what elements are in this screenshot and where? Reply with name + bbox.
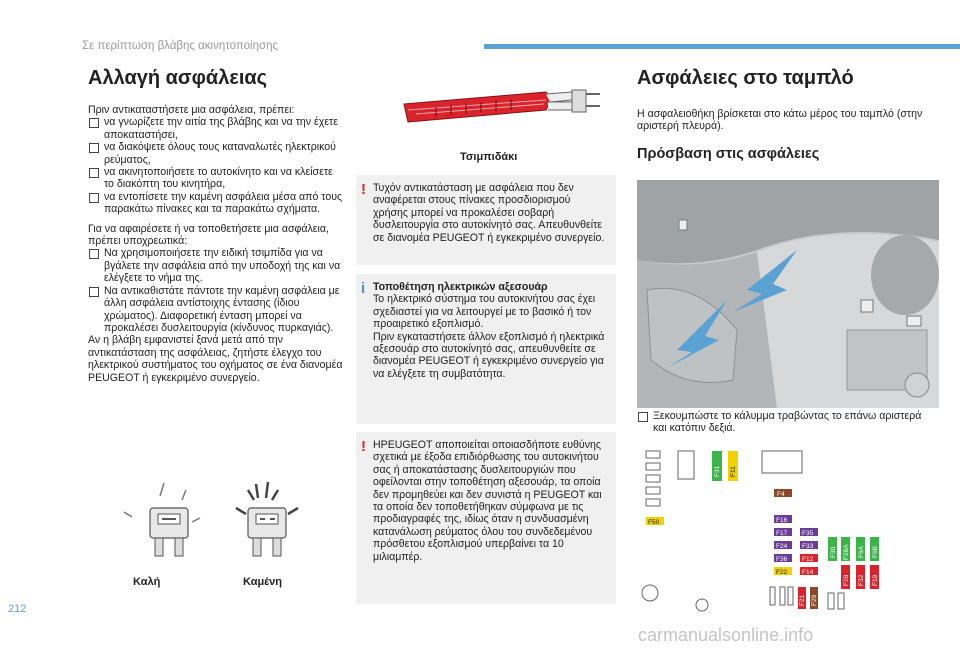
pliers-caption: Τσιμπιδάκι bbox=[460, 151, 518, 163]
svg-text:F28A: F28A bbox=[843, 544, 850, 560]
info-box-accessories bbox=[356, 274, 616, 424]
step-instruction bbox=[637, 410, 937, 435]
dashboard-fuses-title: Ασφάλειες στο ταμπλό bbox=[637, 67, 854, 89]
fuse-F28A bbox=[841, 537, 850, 561]
warning-box-liability bbox=[356, 432, 616, 604]
fuse-access-subtitle: Πρόσβαση στις ασφάλειες bbox=[637, 145, 820, 162]
fuse-F16 bbox=[774, 515, 792, 524]
page-number: 212 bbox=[8, 603, 27, 615]
good-fuse-label: Καλή bbox=[133, 576, 161, 588]
fuse-F24 bbox=[774, 541, 792, 550]
fuse-F28 bbox=[841, 565, 850, 589]
fuse-box-diagram bbox=[640, 447, 938, 615]
fuse-good-vs-blown-illustration bbox=[108, 470, 308, 565]
must-item: Να χρησιμοποιήσετε την ειδική τσιμπίδα για να βγάλετε την ασφάλεια από την υποδοχή της και να ελέγξετε το νήμα της. bbox=[88, 247, 343, 284]
fuse-change-title: Αλλαγή ασφάλειας bbox=[88, 67, 268, 89]
closing-paragraph: Αν η βλάβη εμφανιστεί ξανά μετά από την αντικατάσταση της ασφάλειας, ζητήστε έλεγχο του ηλεκτρικού συστήματος του οχήματος σε ένα διανομέα PEUGEOT ή εγκεκριμένο συνεργείο. bbox=[88, 334, 343, 384]
warning-box-fuse-rating bbox=[356, 175, 616, 265]
good-fuse-icon bbox=[124, 483, 200, 556]
svg-text:F50: F50 bbox=[648, 519, 660, 526]
svg-text:F28: F28 bbox=[843, 574, 850, 586]
svg-text:F12: F12 bbox=[802, 556, 814, 563]
fuse-F17 bbox=[774, 528, 792, 537]
fuse-F35 bbox=[800, 528, 818, 537]
svg-text:F31: F31 bbox=[714, 465, 721, 477]
fuse-F30 bbox=[828, 537, 837, 561]
watermark: carmanualsonline.info bbox=[638, 625, 814, 645]
svg-text:F21: F21 bbox=[799, 594, 806, 606]
fuse-layout-svg bbox=[640, 447, 938, 615]
svg-text:F24: F24 bbox=[776, 543, 788, 550]
step-item: Ξεκουμπώστε το κάλυμμα τραβώντας το επάνω αριστερά και κατόπιν δεξιά. bbox=[637, 410, 937, 435]
svg-text:F14: F14 bbox=[802, 569, 814, 576]
fuse-F50 bbox=[646, 517, 664, 526]
info-icon: i bbox=[361, 280, 366, 297]
svg-text:F32: F32 bbox=[858, 574, 865, 586]
svg-text:F6A: F6A bbox=[858, 546, 865, 558]
left-column bbox=[88, 66, 343, 384]
fuse-F12 bbox=[800, 554, 818, 563]
info-text: Πριν εγκαταστήσετε άλλον εξοπλισμό ή ηλεκτρικά αξεσουάρ στο αυτοκίνητό σας, απευθυνθείτε σε διανομέα PEUGEOT ή εγκεκριμένο συνεργείο για να ελέγξετε τη συμβατότητα. bbox=[373, 330, 605, 380]
fuse-F36 bbox=[774, 554, 792, 563]
fuse-F32 bbox=[856, 565, 865, 589]
svg-text:F36: F36 bbox=[776, 556, 788, 563]
svg-text:F19: F19 bbox=[872, 574, 879, 586]
dashboard-cover-illustration bbox=[637, 180, 939, 408]
fuse-F11 bbox=[728, 451, 738, 481]
fuse-pliers-illustration bbox=[396, 84, 606, 146]
liability-text: ΗPEUGEOT αποποιείται οποιασδήποτε ευθύνης σχετικά με έξοδα επιδιόρθωσης του αυτοκινήτου σας ή αποκατάστασης δυσλειτουργιών που οφείλονται στην τοποθέτηση αξεσουάρ, τα οποία δεν προμηθεύει και δεν συνιστά η PEUGEOT και τα οποία δεν τοποθετήθηκαν σύμφωνα με τις προδιαγραφές της, ιδίως όταν η συνδυασμένη κατανάλωση ρεύματος όλου του συνδεδεμένου πρόσθετου εξοπλισμού υπερβαίνει τα 10 μιλιαμπέρ. bbox=[373, 439, 602, 563]
fuse-F29 bbox=[810, 587, 818, 609]
warning-icon: ! bbox=[361, 438, 366, 455]
must-item: Να αντικαθιστάτε πάντοτε την καμένη ασφάλεια με άλλη ασφάλεια αντίστοιχης έντασης (ίδιου χρώματος). Διαφορετική ένταση μπορεί να προκαλέσει δυσλειτουργία (κίνδυνος πυρκαγιάς). bbox=[88, 285, 343, 335]
warning-text: Τυχόν αντικατάσταση με ασφάλεια που δεν αναφέρεται στους πίνακες προσδιορισμού χρήσης μπορεί να προκαλέσει σοβαρή δυσλειτουργία στο αυτοκίνητό σας. Απευθυνθείτε σε διανομέα PEUGEOT ή εγκεκριμένο συνεργείο. bbox=[373, 182, 605, 244]
before-list bbox=[88, 116, 343, 215]
svg-text:F33: F33 bbox=[802, 543, 814, 550]
warning-icon: ! bbox=[361, 181, 366, 198]
fuse-F14 bbox=[800, 567, 818, 576]
svg-text:F11: F11 bbox=[730, 466, 737, 477]
before-intro: Πριν αντικαταστήσετε μια ασφάλεια, πρέπει: bbox=[88, 104, 295, 116]
svg-text:F30: F30 bbox=[830, 546, 837, 558]
blown-fuse-label: Καμένη bbox=[243, 576, 282, 588]
before-item: να διακόψετε όλους τους καταναλωτές ηλεκτρικού ρεύματος, bbox=[88, 141, 343, 166]
before-item: να γνωρίζετε την αιτία της βλάβης και να την έχετε αποκαταστήσει, bbox=[88, 116, 343, 141]
fuse-F6B bbox=[870, 537, 879, 561]
before-item: να ακινητοποιήσετε το αυτοκίνητο και να κλείσετε το διακόπτη του κινητήρα, bbox=[88, 166, 343, 191]
header-accent-bar bbox=[484, 44, 960, 49]
svg-text:F22: F22 bbox=[776, 569, 788, 576]
fuse-F21 bbox=[798, 587, 806, 609]
info-text: Το ηλεκτρικό σύστημα του αυτοκινήτου σας έχει σχεδιαστεί για να λειτουργεί με το βασικό ή τον προαιρετικό εξοπλισμό. bbox=[373, 293, 596, 331]
info-title: Τοποθέτηση ηλεκτρικών αξεσουάρ bbox=[373, 281, 548, 293]
fuse-F22 bbox=[774, 567, 792, 576]
blown-fuse-icon bbox=[236, 482, 298, 556]
section-header: Σε περίπτωση βλάβης ακινητοποίησης bbox=[82, 40, 279, 52]
right-column bbox=[637, 66, 937, 163]
fuse-illustrations bbox=[108, 470, 308, 565]
must-list bbox=[88, 247, 343, 334]
fusebox-location-text: Η ασφαλειοθήκη βρίσκεται στο κάτω μέρος του ταμπλό (στην αριστερή πλευρά). bbox=[637, 108, 923, 133]
before-item: να εντοπίσετε την καμένη ασφάλεια μέσα από τους παρακάτω πίνακες και τα παρακάτω σχήματα. bbox=[88, 191, 343, 216]
pliers-icon bbox=[396, 84, 606, 146]
fuse-F4 bbox=[774, 489, 792, 498]
svg-text:F29: F29 bbox=[811, 594, 818, 606]
fuse-F19 bbox=[870, 565, 879, 589]
svg-text:F35: F35 bbox=[802, 530, 814, 537]
fuse-F6A bbox=[856, 537, 865, 561]
fuse-F33 bbox=[800, 541, 818, 550]
svg-text:F16: F16 bbox=[776, 517, 788, 524]
svg-text:F6B: F6B bbox=[872, 546, 879, 558]
svg-text:F17: F17 bbox=[776, 530, 788, 537]
must-intro: Για να αφαιρέσετε ή να τοποθετήσετε μια ασφάλεια, πρέπει υποχρεωτικά: bbox=[88, 222, 329, 248]
fuse-F31 bbox=[712, 451, 722, 481]
dashboard-cover-image bbox=[637, 180, 939, 408]
svg-text:F4: F4 bbox=[777, 491, 785, 498]
